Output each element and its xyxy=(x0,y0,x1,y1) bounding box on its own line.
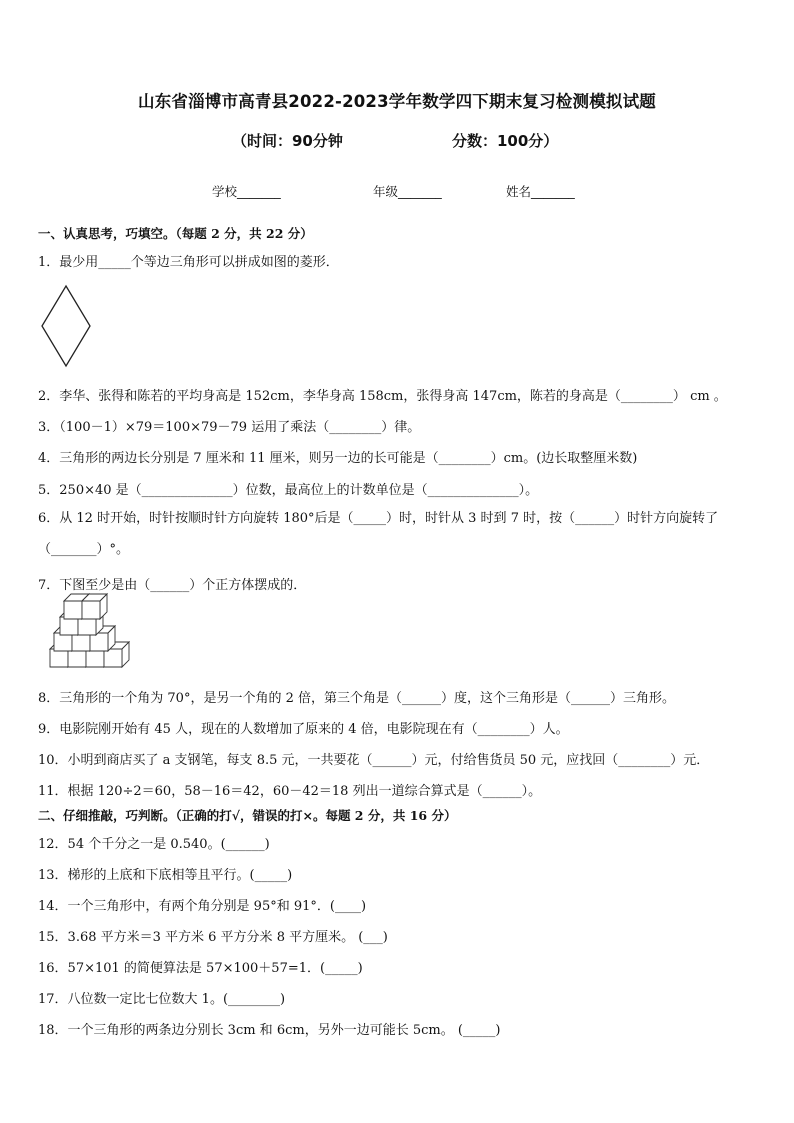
grade-field: 年级_______ xyxy=(373,184,442,199)
section-2-heading: 二、仔细推敲，巧判断。（正确的打√，错误的打×。每题 2 分，共 16 分） xyxy=(38,808,457,823)
exam-time: （时间：90分钟 xyxy=(232,132,343,150)
question-10: 10．小明到商店买了 a 支钢笔，每支 8.5 元，一共要花（______）元，付给售货员 50 元，应找回（________）元． xyxy=(38,753,710,768)
question-18: 18．一个三角形的两条边分别长 3cm 和 6cm，另外一边可能长 5cm。 (_____) xyxy=(38,1023,501,1038)
question-13: 13．梯形的上底和下底相等且平行。(_____) xyxy=(38,868,293,883)
question-2: 2．李华、张得和陈若的平均身高是 152cm，李华身高 158cm，张得身高 147cm，陈若的身高是（________） cm 。 xyxy=(38,389,727,404)
cube-stack-figure xyxy=(38,597,128,677)
question-7: 7．下图至少是由（______）个正方体摆成的． xyxy=(38,578,307,593)
question-3: 3．（100－1）×79＝100×79－79 运用了乘法（________）律。 xyxy=(38,420,421,435)
question-4: 4．三角形的两边长分别是 7 厘米和 11 厘米，则另一边的长可能是（________）cm。(边长取整厘米数) xyxy=(38,451,638,466)
question-16: 16．57×101 的简便算法是 57×100＋57=1．(_____) xyxy=(38,961,363,976)
question-11: 11．根据 120÷2＝60，58－16＝42，60－42＝18 列出一道综合算式是（______）。 xyxy=(38,784,542,799)
question-1: 1．最少用_____个等边三角形可以拼成如图的菱形． xyxy=(38,255,339,270)
rhombus-figure xyxy=(40,284,94,368)
school-field: 学校_______ xyxy=(212,184,281,199)
exam-score: 分数：100分） xyxy=(452,132,559,150)
section-1-heading: 一、认真思考，巧填空。（每题 2 分，共 22 分） xyxy=(38,226,313,241)
page-title: 山东省淄博市高青县2022-2023学年数学四下期末复习检测模拟试题 xyxy=(138,92,656,111)
name-field: 姓名_______ xyxy=(506,184,575,199)
question-15: 15．3.68 平方米＝3 平方米 6 平方分米 8 平方厘米。 (___) xyxy=(38,930,388,945)
question-9: 9．电影院刚开始有 45 人，现在的人数增加了原来的 4 倍，电影院现在有（________）人。 xyxy=(38,722,569,737)
question-8: 8．三角形的一个角为 70°，是另一个角的 2 倍，第三个角是（______）度，这个三角形是（______）三角形。 xyxy=(38,691,675,706)
question-14: 14．一个三角形中，有两个角分别是 95°和 91°．(____) xyxy=(38,899,367,914)
question-17: 17．八位数一定比七位数大 1。(________) xyxy=(38,992,286,1007)
question-6: 6．从 12 时开始，时针按顺时针方向旋转 180°后是（_____）时，时针从 3 时到 7 时，按（______）时针方向旋转了（_______）°。 xyxy=(38,511,719,557)
cube xyxy=(82,594,107,619)
question-12: 12．54 个千分之一是 0.540。(______) xyxy=(38,837,270,852)
question-5: 5．250×40 是（______________）位数，最高位上的计数单位是（______________）。 xyxy=(38,483,539,498)
